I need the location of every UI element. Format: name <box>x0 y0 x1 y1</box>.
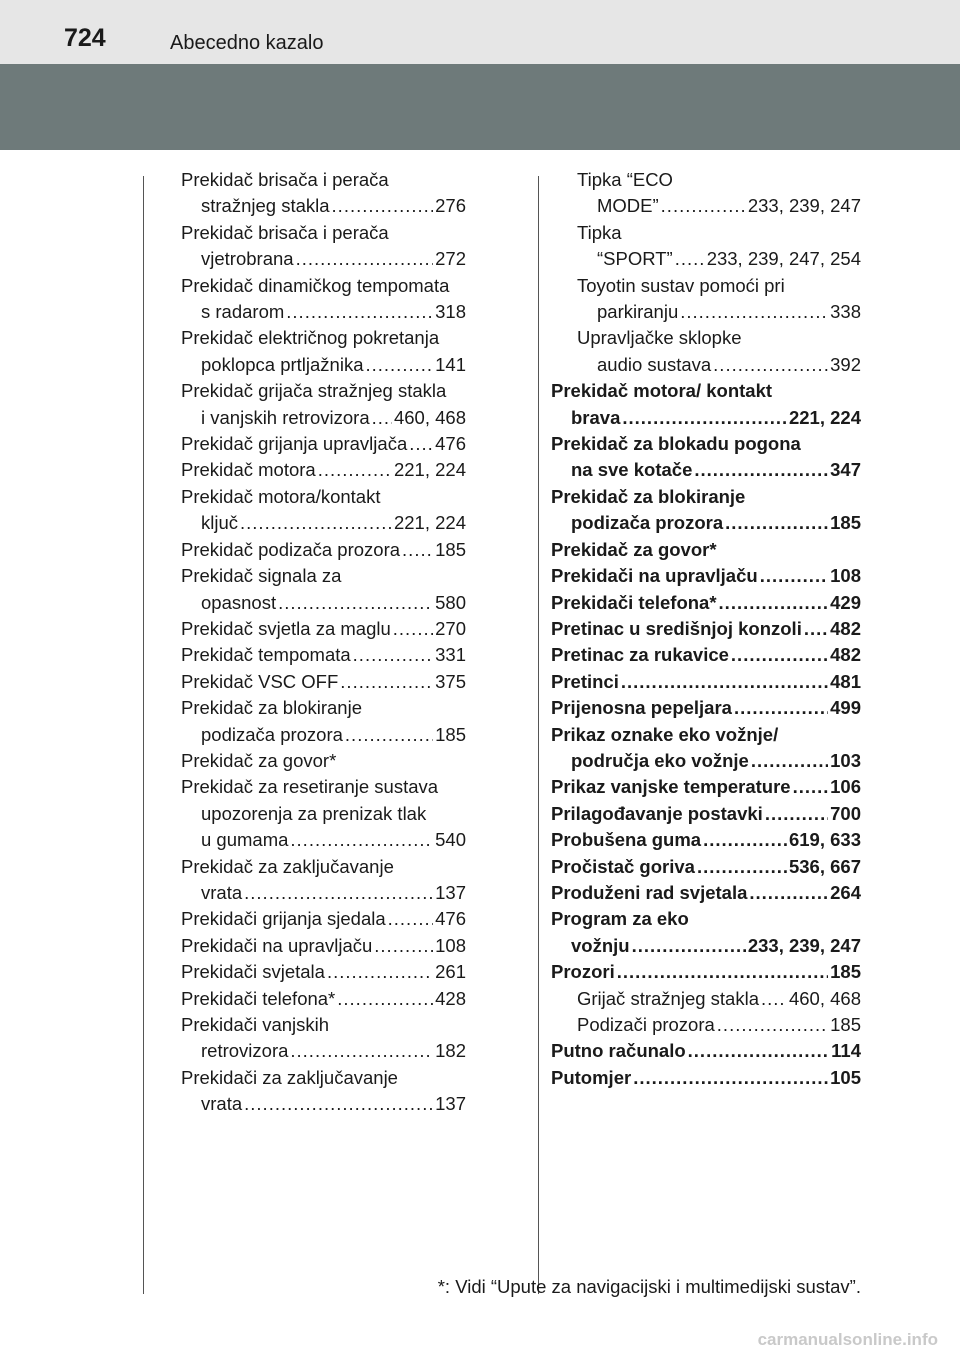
leader-dots <box>765 801 828 827</box>
entry-label: Toyotin sustav pomoći pri <box>577 274 785 296</box>
entry-label: vjetrobrana <box>201 248 294 270</box>
leader-dots <box>749 880 828 906</box>
index-entry <box>181 748 466 774</box>
page-reference: 114 <box>831 1040 861 1062</box>
entry-label: Prekidač tempomata <box>181 644 351 666</box>
index-entry <box>551 880 861 906</box>
index-entry <box>551 801 861 827</box>
leader-dots <box>374 933 433 959</box>
index-entry <box>181 1065 466 1118</box>
watermark: carmanualsonline.info <box>757 1330 938 1349</box>
index-entry <box>181 774 466 853</box>
page-reference: 580 <box>435 591 466 613</box>
page-reference: 536, 667 <box>788 855 861 877</box>
leader-dots <box>761 986 787 1012</box>
entry-label: retrovizora <box>201 1040 289 1062</box>
entry-label: Prekidač signala za <box>181 565 342 587</box>
entry-label: Prekidač grijanja upravljača <box>181 433 408 455</box>
index-entry <box>551 220 861 273</box>
page-header <box>0 0 960 64</box>
index-entry <box>181 220 466 273</box>
entry-label: opasnost <box>201 591 277 613</box>
page-reference: 108 <box>830 565 861 587</box>
leader-dots <box>633 1065 828 1091</box>
page-reference: 338 <box>830 301 861 323</box>
leader-dots <box>632 933 746 959</box>
page-reference: 103 <box>830 749 861 771</box>
index-entry <box>551 854 861 880</box>
entry-label: vrata <box>201 881 243 903</box>
page-reference: 460, 468 <box>393 406 466 428</box>
entry-label: podizača prozora <box>201 723 343 745</box>
entry-label: ključ <box>201 512 239 534</box>
page-reference: 700 <box>830 802 861 824</box>
entry-label: Produženi rad svjetala <box>551 881 748 903</box>
entry-label: na sve kotače <box>571 459 693 481</box>
index-entry <box>181 695 466 748</box>
leader-dots <box>793 774 829 800</box>
entry-label: Probušena guma <box>551 829 702 851</box>
entry-label: područja eko vožnje <box>571 749 749 771</box>
entry-label: Prekidač električnog pokretanja <box>181 327 440 349</box>
entry-label: Prekidač za govor* <box>551 538 717 560</box>
page-reference: 264 <box>830 881 861 903</box>
entry-label: audio sustava <box>597 353 712 375</box>
page-reference: 347 <box>830 459 861 481</box>
entry-label: Prekidači telefona* <box>551 591 717 613</box>
index-entry <box>181 986 466 1012</box>
index-entry <box>551 167 861 220</box>
leader-dots <box>703 827 787 853</box>
entry-label: vožnju <box>571 934 630 956</box>
index-entry <box>181 378 466 431</box>
leader-dots <box>719 590 829 616</box>
index-entry <box>181 537 466 563</box>
index-entry <box>551 484 861 537</box>
leader-dots <box>318 457 392 483</box>
entry-label: MODE” <box>597 195 659 217</box>
entry-label: Pretinac u središnjoj konzoli <box>551 617 802 639</box>
leader-dots <box>278 590 433 616</box>
leader-dots <box>286 299 433 325</box>
leader-dots <box>717 1012 828 1038</box>
page-reference: 233, 239, 247 <box>747 195 861 217</box>
entry-label: Tipka “ECO <box>577 169 673 190</box>
leader-dots <box>372 405 392 431</box>
leader-dots <box>244 1091 433 1117</box>
leader-dots <box>240 510 392 536</box>
index-entry <box>181 457 466 483</box>
entry-label: Prekidač za resetiranje sustava <box>181 776 439 798</box>
entry-label: Upravljačke sklopke <box>577 327 742 349</box>
leader-dots <box>622 405 787 431</box>
entry-label: Prekidači vanjskih <box>181 1014 330 1035</box>
leader-dots <box>697 854 787 880</box>
leader-dots <box>760 563 828 589</box>
entry-label: upozorenja za prenizak tlak <box>201 802 427 824</box>
entry-label: stražnjeg stakla <box>201 195 330 217</box>
page-reference: 106 <box>830 776 861 798</box>
leader-dots <box>804 616 828 642</box>
entry-label: Prekidači svjetala <box>181 961 325 983</box>
entry-label: Prekidač za blokadu pogona <box>551 433 801 455</box>
entry-label: Prekidači za zaključavanje <box>181 1066 398 1088</box>
index-entry <box>181 906 466 932</box>
column-divider <box>538 176 539 1294</box>
index-entry <box>181 563 466 616</box>
index-entry <box>551 563 861 589</box>
header-band <box>0 64 960 150</box>
entry-label: Prozori <box>551 961 615 983</box>
leader-dots <box>751 748 828 774</box>
leader-dots <box>688 1038 829 1064</box>
page-reference: 318 <box>435 301 466 323</box>
entry-label: Podizači prozora <box>577 1014 715 1035</box>
footnote: *: Vidi “Upute za navigacijski i multimedijski sustav”. <box>437 1276 861 1297</box>
index-entry <box>181 616 466 642</box>
entry-label: s radarom <box>201 301 285 323</box>
index-entry <box>551 325 861 378</box>
index-entry <box>551 431 861 484</box>
entry-label: u gumama <box>201 829 289 851</box>
page-reference: 221, 224 <box>393 512 466 534</box>
page-reference: 460, 468 <box>788 987 861 1009</box>
page-reference: 185 <box>830 512 861 534</box>
page-reference: 482 <box>830 617 861 639</box>
page-reference: 619, 633 <box>788 829 861 851</box>
page-reference: 429 <box>830 591 861 613</box>
leader-dots <box>409 431 433 457</box>
page-reference: 108 <box>435 934 466 956</box>
entry-label: Prekidač za govor* <box>181 749 337 771</box>
page-reference: 276 <box>435 195 466 217</box>
entry-label: Prekidač brisača i perača <box>181 169 389 190</box>
entry-label: Prijenosna pepeljara <box>551 697 732 719</box>
page-reference: 481 <box>830 670 861 692</box>
index-entry <box>181 959 466 985</box>
page-reference: 185 <box>830 961 861 983</box>
index-entry <box>551 642 861 668</box>
leader-dots <box>332 193 434 219</box>
entry-label: Prekidač podizača prozora <box>181 538 401 560</box>
leader-dots <box>734 695 828 721</box>
entry-label: Putno računalo <box>551 1040 686 1062</box>
index-column-right <box>551 167 861 1091</box>
page-reference: 233, 239, 247 <box>747 934 861 956</box>
page-reference: 137 <box>435 1093 466 1115</box>
left-column-rule <box>143 176 144 1294</box>
index-entry <box>551 1012 861 1038</box>
leader-dots <box>337 986 433 1012</box>
entry-label: Prekidač grijača stražnjeg stakla <box>181 380 447 402</box>
page-reference: 261 <box>435 961 466 983</box>
index-entry <box>551 537 861 563</box>
page-reference: 476 <box>435 433 466 455</box>
index-entry <box>181 167 466 220</box>
index-entry <box>551 1038 861 1064</box>
page-reference: 270 <box>435 617 466 639</box>
entry-label: podizača prozora <box>571 512 724 534</box>
index-entry <box>181 933 466 959</box>
page-reference: 137 <box>435 881 466 903</box>
index-entry <box>551 1065 861 1091</box>
index-entry <box>181 325 466 378</box>
leader-dots <box>296 246 434 272</box>
index-entry <box>551 616 861 642</box>
leader-dots <box>725 510 828 536</box>
leader-dots <box>388 906 433 932</box>
entry-label: Tipka <box>577 221 622 243</box>
page-reference: 221, 224 <box>788 406 861 428</box>
entry-label: Prikaz oznake eko vožnje/ <box>551 723 779 745</box>
leader-dots <box>393 616 433 642</box>
leader-dots <box>290 1038 433 1064</box>
leader-dots <box>621 669 828 695</box>
page-reference: 482 <box>830 644 861 666</box>
leader-dots <box>353 642 433 668</box>
page-reference: 185 <box>435 723 466 745</box>
leader-dots <box>290 827 433 853</box>
page-reference: 233, 239, 247, 254 <box>706 248 861 270</box>
entry-label: Prekidač VSC OFF <box>181 670 339 692</box>
entry-label: Prekidač motora/kontakt <box>181 485 381 507</box>
entry-label: Pretinci <box>551 670 619 692</box>
page-reference: 182 <box>435 1040 466 1062</box>
entry-label: Prekidač za zaključavanje <box>181 855 394 877</box>
leader-dots <box>244 880 433 906</box>
page-reference: 105 <box>830 1066 861 1088</box>
page-reference: 141 <box>435 353 466 375</box>
leader-dots <box>675 246 705 272</box>
leader-dots <box>345 722 433 748</box>
index-entry <box>551 669 861 695</box>
page-reference: 331 <box>435 644 466 666</box>
entry-label: Prikaz vanjske temperature <box>551 776 791 798</box>
entry-label: i vanjskih retrovizora <box>201 406 370 428</box>
index-entry <box>551 774 861 800</box>
index-entry <box>551 590 861 616</box>
index-entry <box>181 273 466 326</box>
index-entry <box>551 827 861 853</box>
index-entry <box>181 669 466 695</box>
entry-label: Pretinac za rukavice <box>551 644 729 666</box>
index-entry <box>551 722 861 775</box>
entry-label: Prekidači na upravljaču <box>551 565 758 587</box>
leader-dots <box>661 193 746 219</box>
entry-label: Pročistač goriva <box>551 855 695 877</box>
page-reference: 428 <box>435 987 466 1009</box>
leader-dots <box>694 457 828 483</box>
entry-label: “SPORT” <box>597 248 673 270</box>
entry-label: Prekidač svjetla za maglu <box>181 617 391 639</box>
page-reference: 375 <box>435 670 466 692</box>
index-entry <box>181 642 466 668</box>
leader-dots <box>340 669 433 695</box>
page-reference: 392 <box>830 353 861 375</box>
entry-label: poklopca prtljažnika <box>201 353 364 375</box>
entry-label: Prekidači na upravljaču <box>181 934 373 956</box>
entry-label: brava <box>571 406 621 428</box>
page-reference: 540 <box>435 829 466 851</box>
leader-dots <box>680 299 828 325</box>
page-reference: 185 <box>830 1014 861 1035</box>
entry-label: Prekidači grijanja sjedala <box>181 908 386 930</box>
entry-label: Prekidač brisača i perača <box>181 221 389 243</box>
leader-dots <box>731 642 828 668</box>
page-number: 724 <box>64 24 106 52</box>
index-entry <box>551 378 861 431</box>
entry-label: Prekidač motora <box>181 459 316 481</box>
index-entry <box>551 695 861 721</box>
page-reference: 476 <box>435 908 466 930</box>
index-entry <box>551 273 861 326</box>
page-reference: 272 <box>435 248 466 270</box>
leader-dots <box>365 352 433 378</box>
entry-label: Prilagođavanje postavki <box>551 802 763 824</box>
page-reference: 185 <box>435 538 466 560</box>
entry-label: Prekidač za blokiranje <box>181 697 362 719</box>
page-reference: 221, 224 <box>393 459 466 481</box>
entry-label: Putomjer <box>551 1066 632 1088</box>
index-column-left <box>181 167 466 1118</box>
leader-dots <box>327 959 433 985</box>
page-reference: 499 <box>830 697 861 719</box>
entry-label: Prekidač motora/ kontakt <box>551 380 773 402</box>
entry-label: vrata <box>201 1093 243 1115</box>
index-entry <box>551 986 861 1012</box>
leader-dots <box>713 352 828 378</box>
index-entry <box>181 431 466 457</box>
entry-label: Grijač stražnjeg stakla <box>577 987 759 1009</box>
entry-label: parkiranju <box>597 301 679 323</box>
entry-label: Program za eko <box>551 908 689 930</box>
index-entry <box>181 854 466 907</box>
leader-dots <box>402 537 433 563</box>
entry-label: Prekidači telefona* <box>181 987 336 1009</box>
index-entry <box>551 959 861 985</box>
entry-label: Prekidač dinamičkog tempomata <box>181 274 450 296</box>
section-title: Abecedno kazalo <box>170 32 324 54</box>
index-entry <box>181 484 466 537</box>
leader-dots <box>617 959 828 985</box>
index-entry <box>551 906 861 959</box>
index-entry <box>181 1012 466 1065</box>
entry-label: Prekidač za blokiranje <box>551 485 746 507</box>
